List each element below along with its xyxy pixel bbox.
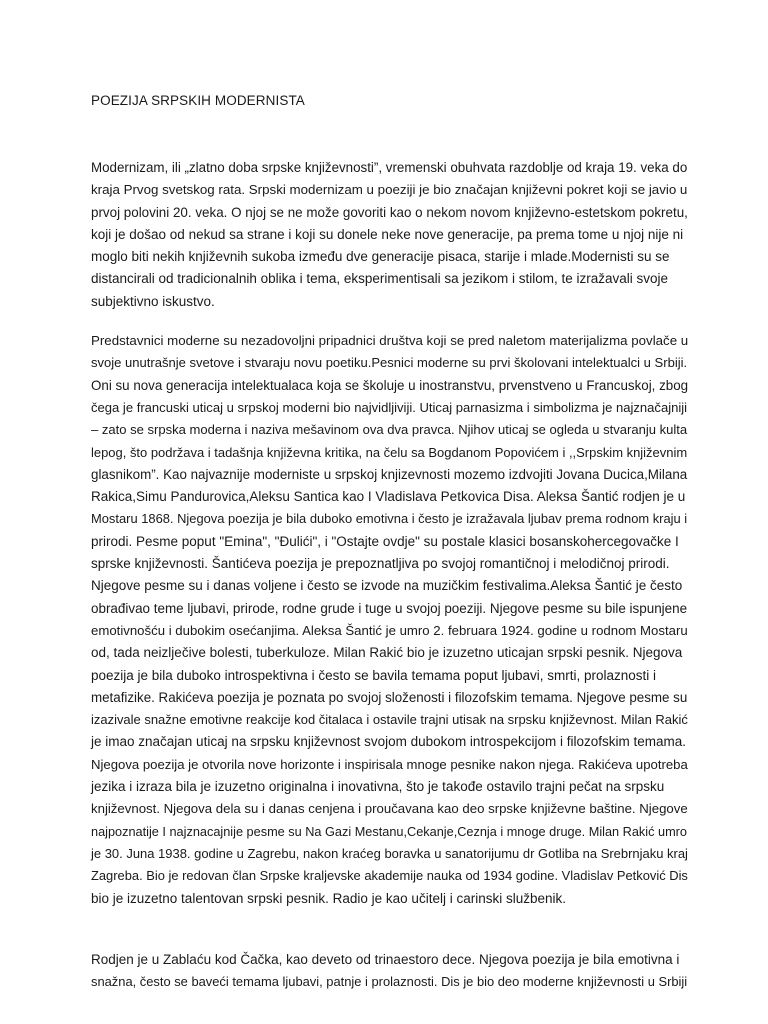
paragraph-rodjen [91,949,688,994]
text-line: Zagreba. Bio je redovan član Srpske kraljevske akademije nauka od 1934 godine. Vladislav Petković Dis [91,868,688,884]
text-line: prvoj polovini 20. veka. O njoj se ne može govoriti kao o nekom novom književno-estetskom pokretu, [91,204,688,220]
text-line: Mostaru 1868. Njegova poezija je bila duboko emotivna i često je izražavala ljubav prema rodnom kraju i [91,511,688,527]
text-line: Njegove pesme su i danas voljene i često se izvode na muzičkim festivalima.Aleksa Šantić je često [91,578,683,594]
text-line: moglo biti nekih književnih sukoba između dve generacije pisaca, starije i mlade.Modernisti su se [91,249,670,265]
text-line: poezija je bila duboko introspektivna i često se bavila temama poput ljubavi, smrti, prolaznosti i [91,667,657,683]
text-line: emotivnošću i dubokim osećanjima. Aleksa Šantić je umro 2. februara 1924. godine u rodnom Mostaru [91,622,688,638]
text-line: Predstavnici moderne su nezadovoljni pripadnici društva koji se pred naletom materijalizma povlače u [91,333,689,349]
paragraph-modernizam [91,157,688,313]
document-title: POEZIJA SRPSKIH MODERNISTA [91,93,305,108]
text-line: glasnikom”. Kao najvaznije moderniste u srpskoj knjizevnosti mozemo izdvojiti Jovana Ducica,Milana [91,466,688,482]
text-line: od, tada neizlječive bolesti, tuberkuloze. Milan Rakić bio je izuzetno uticajan srpski pesnik. Njegova [91,645,683,661]
text-line: koji je došao od nekud sa strane i koji su donele neke nove generacije, pa prema tome u njoj nije ni [91,226,684,242]
text-line: najpoznatije I najznacajnije pesme su Na Gazi Mestanu,Cekanje,Ceznja i mnoge druge. Milan Rakić umro [91,823,687,839]
text-line: Modernizam, ili „zlatno doba srpske književnosti”, vremenski obuhvata razdoblje od kraja 19. veka do [91,160,688,175]
text-line: je 30. Juna 1938. godine u Zagrebu, nakon kraćeg boravka u sanatorijumu dr Gotliba na Srebrnjaku kraj [91,845,688,861]
text-line: metafizike. Rakićeva poezija je poznata po svojoj složenosti i filozofskim temama. Njegove pesme su [91,689,688,705]
text-line: književnost. Njegova dela su i danas cenjena i proučavana kao deo srpske književne baštine. Njegove [91,801,688,817]
text-line: obrađivao teme ljubavi, prirode, rodne grude i tuge u svojoj poeziji. Njegove pesme su bile ispunjene [91,600,688,616]
paragraph-predstavnici [91,330,688,910]
text-line: lepog, što podržava i tadašnja književna kritika, na čelu sa Bogdanom Popovićem i ,,Srpskim književnim [91,444,688,460]
text-line: distancirali od tradicionalnih oblika i tema, eksperimentisali sa jezikom i stilom, te izražavali svoje [91,271,668,287]
text-line: jezika i izraza bila je izuzetno originalna i inovativna, što je takođe ostavilo trajni pečat na srpsku [91,779,665,795]
text-line: prirodi. Pesme poput "Emina", "Đulići", i "Ostajte ovdje" su postale klasici bosanskohercegovačke I [91,533,679,549]
text-line: Njegova poezija je otvorila nove horizonte i inspirisala mnoge pesnike nakon njega. Rakićeva upotreba [91,756,688,772]
text-line: subjektivno iskustvo. [91,293,215,309]
text-line: Oni su nova generacija intelektualaca koja se školuje u inostranstvu, prvenstveno u Francuskoj, zbog [91,377,689,393]
text-line: izazivale snažne emotivne reakcije kod čitalaca i ostavile trajni utisak na srpsku književnost. Milan Rakić [91,712,688,728]
text-line: Rakica,Simu Pandurovica,Aleksu Santica kao I Vladislava Petkovica Disa. Aleksa Šantić rodjen je u [91,489,686,505]
text-line: – zato se srpska moderna i naziva mešavinom ova dva pravca. Njihov uticaj se ogleda u stvaranju kulta [91,422,688,438]
text-line: svoje unutrašnje svetove i stvaraju novu poetiku.Pesnici moderne su prvi školovani intelektualci u Srbiji. [91,355,688,371]
text-line: čega je francuski uticaj u srpskoj moderni bio najvidljiviji. Uticaj parnasizma i simbolizma je najznačajniji [91,399,688,415]
text-line: bio je izuzetno talentovan srpski pesnik. Radio je kao učitelj i carinski službenik. [91,890,566,906]
text-line: kraja Prvog svetskog rata. Srpski modernizam u poeziji je bio značajan književni pokret koji se javio u [91,182,688,198]
text-line: Rodjen je u Zablaću kod Čačka, kao deveto od trinaestoro dece. Njegova poezija je bila emotivna i [91,951,680,967]
text-line: sprske književnosti. Šantićeva poezija je prepoznatljiva po svojoj romantičnoj i melodičnoj prirodi. [91,556,670,572]
text-line: snažna, često se baveći temama ljubavi, patnje i prolaznosti. Dis je bio deo moderne književnosti u Srbiji [91,974,688,990]
text-line: je imao značajan uticaj na srpsku književnost svojom dubokom introspekcijom i filozofskim temama. [91,734,686,750]
